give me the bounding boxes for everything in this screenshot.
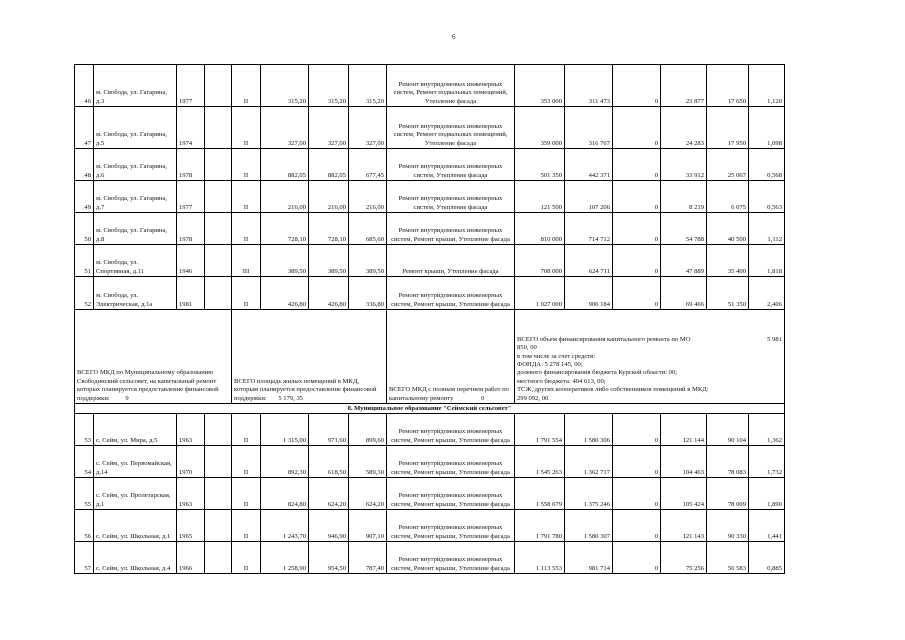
cell-cost-ratio: 1,098: [749, 107, 785, 149]
cell-total-cost: 501 350: [515, 149, 565, 181]
cell-address: м. Свобода, ул. Гагарина, д.3: [94, 65, 177, 107]
cell-cost-ratio: 0,568: [749, 149, 785, 181]
cell-local-budget: 105 424: [661, 478, 707, 510]
cell-address: с. Сейм, ул. Первомайская, д.14: [94, 446, 177, 478]
cell-owners-amount: 78 083: [707, 446, 749, 478]
cell-repair-area: 624,20: [349, 478, 387, 510]
summary-fin-line: ФОНДА: 5 278 145, 00;: [517, 360, 583, 368]
cell-blank-cell: [205, 213, 232, 245]
cell-total-cost: 1 558 679: [515, 478, 565, 510]
cell-build-year: 1966: [177, 542, 205, 574]
cell-local-budget: 69 466: [661, 277, 707, 310]
cell-address: м. Свобода, ул. Гагарина, д.7: [94, 181, 177, 213]
cell-total-cost: 708 000: [515, 245, 565, 277]
cell-building-class: II: [232, 510, 261, 542]
cell-row-number: 53: [75, 414, 94, 446]
cell-repair-area: 589,30: [349, 446, 387, 478]
cell-work-types: Ремонт крыши, Утепление фасада: [387, 245, 515, 277]
cell-owners-amount: 78 009: [707, 478, 749, 510]
cell-building-class: II: [232, 414, 261, 446]
cell-total-area: 389,50: [261, 245, 309, 277]
cell-blank-cell: [205, 107, 232, 149]
cell-build-year: 1977: [177, 181, 205, 213]
cell-blank-cell: [205, 446, 232, 478]
cell-owners-amount: 6 075: [707, 181, 749, 213]
summary-area: [232, 310, 387, 404]
cell-total-cost: 1 791 780: [515, 510, 565, 542]
cell-blank-cell: [205, 478, 232, 510]
cell-repair-area: 389,50: [349, 245, 387, 277]
cell-blank-cell: [205, 65, 232, 107]
cell-fund-amount: 1 362 717: [565, 446, 613, 478]
cell-blank-cell: [205, 245, 232, 277]
cell-total-area: 882,05: [261, 149, 309, 181]
cell-blank-cell: [205, 277, 232, 310]
cell-living-area: 426,80: [309, 277, 349, 310]
cell-address: с. Сейм, ул. Мира, д.5: [94, 414, 177, 446]
cell-row-number: 55: [75, 478, 94, 510]
cell-local-budget: 104 463: [661, 446, 707, 478]
cell-regional-budget: 0: [613, 181, 661, 213]
summary-fin-line: долевого финансирования бюджета Курской области: 00;: [517, 369, 678, 377]
cell-local-budget: 75 256: [661, 542, 707, 574]
cell-living-area: 216,00: [309, 181, 349, 213]
cell-work-types: Ремонт внутридомовых инженерных систем, Ремонт крыши, Утепление фасада: [387, 542, 515, 574]
cell-regional-budget: 0: [613, 414, 661, 446]
cell-owners-amount: 56 583: [707, 542, 749, 574]
cell-row-number: 51: [75, 245, 94, 277]
cell-total-area: 327,00: [261, 107, 309, 149]
cell-total-area: 1 258,90: [261, 542, 309, 574]
cell-cost-ratio: 1,732: [749, 446, 785, 478]
cell-repair-area: 685,60: [349, 213, 387, 245]
cell-repair-area: 327,00: [349, 107, 387, 149]
cell-local-budget: 23 877: [661, 65, 707, 107]
cell-row-number: 54: [75, 446, 94, 478]
cell-living-area: 971,60: [309, 414, 349, 446]
cell-living-area: 327,00: [309, 107, 349, 149]
cell-total-cost: 810 000: [515, 213, 565, 245]
cell-building-class: II: [232, 478, 261, 510]
cell-building-class: II: [232, 149, 261, 181]
cell-owners-amount: 17 650: [707, 65, 749, 107]
cell-work-types: Ремонт внутридомовых инженерных систем, Ремонт крыши, Утепление фасада: [387, 510, 515, 542]
cell-living-area: 954,50: [309, 542, 349, 574]
summary-area-value: 5 179, 35: [278, 394, 304, 402]
table-body-svobodinsky: [75, 65, 785, 310]
cell-repair-area: 907,10: [349, 510, 387, 542]
cell-repair-area: 315,20: [349, 65, 387, 107]
cell-cost-ratio: 0,885: [749, 542, 785, 574]
cell-fund-amount: 1 580 307: [565, 510, 613, 542]
cell-work-types: Ремонт внутридомовых инженерных систем, Ремонт подвальных помещений, Утепление фасада: [387, 107, 515, 149]
section-title: 8. Муниципальное образование "Сеймский сельсовет": [75, 404, 785, 414]
table-row: [75, 181, 785, 213]
cell-work-types: Ремонт внутридомовых инженерных систем, Ремонт крыши, Утепление фасада: [387, 446, 515, 478]
cell-repair-area: 336,80: [349, 277, 387, 310]
cell-local-budget: 54 788: [661, 213, 707, 245]
cell-address: с. Сейм, ул. Школьная, д.1: [94, 510, 177, 542]
table-row: [75, 245, 785, 277]
cell-fund-amount: 1 375 246: [565, 478, 613, 510]
table-row: [75, 107, 785, 149]
cell-total-cost: 1 545 263: [515, 446, 565, 478]
cell-cost-ratio: 2,406: [749, 277, 785, 310]
summary-block: [75, 310, 785, 414]
cell-regional-budget: 0: [613, 510, 661, 542]
cell-fund-amount: 311 473: [565, 65, 613, 107]
cell-owners-amount: 90 104: [707, 414, 749, 446]
cell-build-year: 1978: [177, 149, 205, 181]
cell-address: м. Свобода, ул. Спортивная, д.11: [94, 245, 177, 277]
cell-build-year: 1981: [177, 277, 205, 310]
page-number: 6: [452, 33, 456, 41]
cell-work-types: Ремонт внутридомовых инженерных систем, Ремонт крыши, Утепление фасада: [387, 213, 515, 245]
cell-living-area: 389,50: [309, 245, 349, 277]
cell-building-class: II: [232, 277, 261, 310]
cell-fund-amount: 624 711: [565, 245, 613, 277]
cell-repair-area: 216,00: [349, 181, 387, 213]
cell-regional-budget: 0: [613, 65, 661, 107]
cell-row-number: 46: [75, 65, 94, 107]
cell-regional-budget: 0: [613, 446, 661, 478]
cell-build-year: 1974: [177, 107, 205, 149]
cell-building-class: III: [232, 245, 261, 277]
summary-mkd-text: ВСЕГО МКД по Муниципальному образованию Свободинский сельсовет, на капитальный ремонт которых планируется предоставление финансовой поддержки:: [77, 369, 219, 402]
cell-total-area: 216,00: [261, 181, 309, 213]
cell-total-area: 824,80: [261, 478, 309, 510]
summary-fin-title: ВСЕГО объем финансирования капитального ремонта по МО: [517, 335, 691, 343]
summary-mkd-count: [75, 310, 232, 404]
table-body-seymsky: [75, 414, 785, 574]
cell-row-number: 49: [75, 181, 94, 213]
cell-living-area: 728,10: [309, 213, 349, 245]
cell-address: с. Сейм, ул. Школьная, д.4: [94, 542, 177, 574]
cell-building-class: II: [232, 65, 261, 107]
cell-build-year: 1978: [177, 213, 205, 245]
cell-fund-amount: 1 580 306: [565, 414, 613, 446]
cell-address: м. Свобода, ул. Гагарина, д.5: [94, 107, 177, 149]
cell-blank-cell: [205, 542, 232, 574]
cell-owners-amount: 25 067: [707, 149, 749, 181]
cell-owners-amount: 17 950: [707, 107, 749, 149]
cell-cost-ratio: 1,441: [749, 510, 785, 542]
cell-total-cost: 1 113 553: [515, 542, 565, 574]
cell-cost-ratio: 1,362: [749, 414, 785, 446]
cell-regional-budget: 0: [613, 213, 661, 245]
cell-living-area: 882,05: [309, 149, 349, 181]
cell-total-area: 426,80: [261, 277, 309, 310]
cell-owners-amount: 40 500: [707, 213, 749, 245]
table-row: [75, 414, 785, 446]
cell-build-year: 1970: [177, 446, 205, 478]
cell-address: м. Свобода, ул. Электрическая, д.1а: [94, 277, 177, 310]
cell-repair-area: 787,40: [349, 542, 387, 574]
cell-living-area: 946,90: [309, 510, 349, 542]
cell-total-cost: 353 000: [515, 65, 565, 107]
cell-local-budget: 24 283: [661, 107, 707, 149]
cell-cost-ratio: 1,818: [749, 245, 785, 277]
cell-row-number: 48: [75, 149, 94, 181]
table-row: [75, 542, 785, 574]
cell-work-types: Ремонт внутридомовых инженерных систем, Утепление фасада: [387, 181, 515, 213]
repair-registry-table: [74, 64, 785, 574]
cell-fund-amount: 714 712: [565, 213, 613, 245]
summary-financing: [515, 310, 785, 404]
cell-work-types: Ремонт внутридомовых инженерных систем, Ремонт крыши, Утепление фасада: [387, 277, 515, 310]
cell-address: с. Сейм, ул. Пролетарская, д.1: [94, 478, 177, 510]
summary-area-text: ВСЕГО площадь жилых помещений в МКД, которым планируется предоставление финансовой поддержки:: [234, 377, 377, 402]
summary-mkd-value: 9: [125, 394, 129, 402]
cell-blank-cell: [205, 414, 232, 446]
cell-repair-area: 677,45: [349, 149, 387, 181]
cell-local-budget: 8 219: [661, 181, 707, 213]
summary-full-list: [387, 310, 515, 404]
cell-row-number: 56: [75, 510, 94, 542]
summary-fin-line: в том числе за счет средств:: [517, 352, 596, 360]
cell-total-area: 892,30: [261, 446, 309, 478]
cell-building-class: II: [232, 446, 261, 478]
cell-work-types: Ремонт внутридомовых инженерных систем, Утепление фасада: [387, 149, 515, 181]
table-row: [75, 478, 785, 510]
cell-work-types: Ремонт внутридомовых инженерных систем, Ремонт крыши, Утепление фасада: [387, 414, 515, 446]
cell-build-year: 1946: [177, 245, 205, 277]
cell-living-area: 624,20: [309, 478, 349, 510]
cell-fund-amount: 107 206: [565, 181, 613, 213]
cell-building-class: II: [232, 213, 261, 245]
table-row: [75, 510, 785, 542]
cell-build-year: 1963: [177, 478, 205, 510]
cell-row-number: 52: [75, 277, 94, 310]
table-row: [75, 277, 785, 310]
cell-local-budget: 121 144: [661, 414, 707, 446]
cell-regional-budget: 0: [613, 107, 661, 149]
cell-row-number: 47: [75, 107, 94, 149]
cell-row-number: 57: [75, 542, 94, 574]
cell-living-area: 315,20: [309, 65, 349, 107]
cell-regional-budget: 0: [613, 245, 661, 277]
cell-local-budget: 33 912: [661, 149, 707, 181]
cell-total-cost: 1 027 000: [515, 277, 565, 310]
cell-total-cost: 121 500: [515, 181, 565, 213]
cell-fund-amount: 442 371: [565, 149, 613, 181]
cell-living-area: 618,50: [309, 446, 349, 478]
cell-total-area: 1 315,00: [261, 414, 309, 446]
table-row: [75, 65, 785, 107]
summary-full-value: 0: [481, 394, 485, 402]
cell-repair-area: 899,60: [349, 414, 387, 446]
cell-fund-amount: 981 714: [565, 542, 613, 574]
cell-regional-budget: 0: [613, 149, 661, 181]
cell-fund-amount: 316 767: [565, 107, 613, 149]
summary-fin-line: местного бюджета: 404 613, 00;: [517, 377, 606, 385]
cell-cost-ratio: 1,890: [749, 478, 785, 510]
cell-build-year: 1965: [177, 510, 205, 542]
cell-local-budget: 47 889: [661, 245, 707, 277]
cell-blank-cell: [205, 149, 232, 181]
cell-build-year: 1963: [177, 414, 205, 446]
cell-total-cost: 1 791 554: [515, 414, 565, 446]
cell-total-area: 315,20: [261, 65, 309, 107]
cell-blank-cell: [205, 181, 232, 213]
table-row: [75, 446, 785, 478]
summary-fin-line: 299 092, 00: [517, 394, 549, 402]
cell-cost-ratio: 0,563: [749, 181, 785, 213]
cell-owners-amount: 51 350: [707, 277, 749, 310]
cell-total-area: 1 243,70: [261, 510, 309, 542]
cell-build-year: 1977: [177, 65, 205, 107]
cell-fund-amount: 906 184: [565, 277, 613, 310]
cell-regional-budget: 0: [613, 542, 661, 574]
cell-address: м. Свобода, ул. Гагарина, д.8: [94, 213, 177, 245]
table-row: [75, 149, 785, 181]
summary-fin-line: ТСЖ, других кооперативов либо собственников помещений в МКД:: [517, 386, 709, 394]
cell-owners-amount: 35 400: [707, 245, 749, 277]
cell-cost-ratio: 1,120: [749, 65, 785, 107]
cell-total-area: 728,10: [261, 213, 309, 245]
summary-fin-continued: 850, 00: [517, 344, 537, 352]
cell-address: м. Свобода, ул. Гагарина, д.6: [94, 149, 177, 181]
summary-fin-total: 5 981: [767, 335, 782, 343]
cell-building-class: II: [232, 107, 261, 149]
cell-local-budget: 121 143: [661, 510, 707, 542]
cell-regional-budget: 0: [613, 478, 661, 510]
cell-row-number: 50: [75, 213, 94, 245]
cell-work-types: Ремонт внутридомовых инженерных систем, Ремонт подвальных помещений, Утепление фасада: [387, 65, 515, 107]
table-row: [75, 213, 785, 245]
cell-building-class: II: [232, 181, 261, 213]
cell-total-cost: 359 000: [515, 107, 565, 149]
cell-work-types: Ремонт внутридомовых инженерных систем, Ремонт крыши, Утепление фасада: [387, 478, 515, 510]
cell-owners-amount: 90 330: [707, 510, 749, 542]
cell-blank-cell: [205, 510, 232, 542]
cell-cost-ratio: 1,112: [749, 213, 785, 245]
summary-full-text: ВСЕГО МКД с полным перечнем работ по капитальному ремонту: [389, 386, 509, 402]
cell-regional-budget: 0: [613, 277, 661, 310]
cell-building-class: II: [232, 542, 261, 574]
